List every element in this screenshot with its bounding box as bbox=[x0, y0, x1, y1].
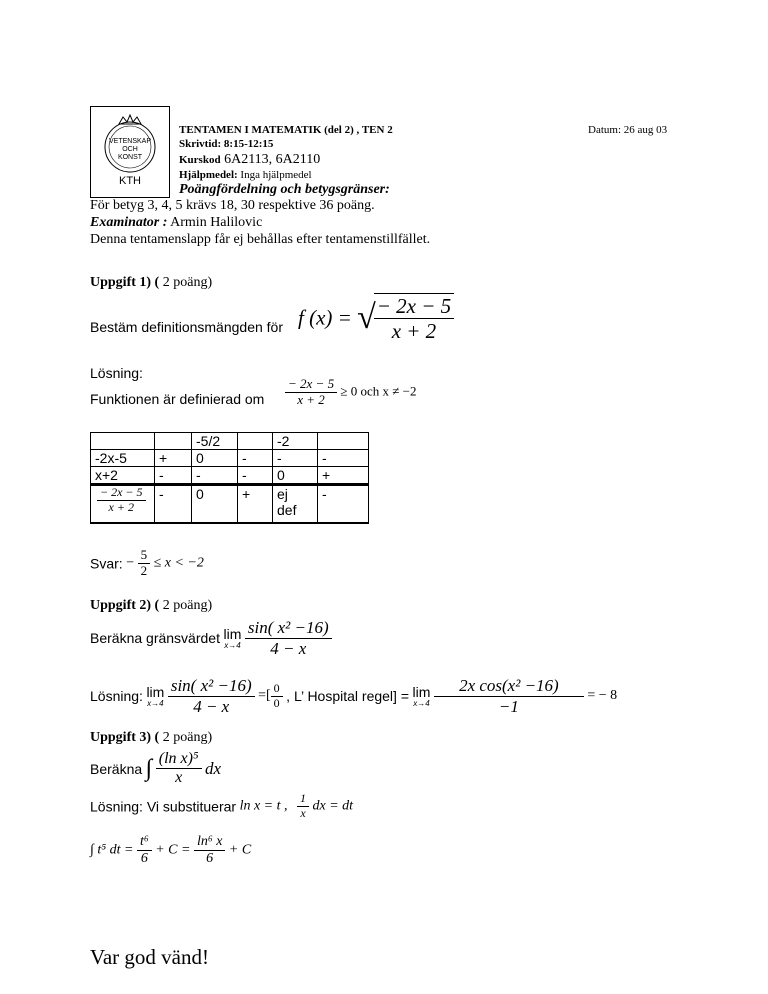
svar-frac bbox=[138, 548, 151, 579]
cell: -2x-5 bbox=[91, 450, 155, 467]
u2-den3: −1 bbox=[498, 696, 519, 716]
u2-num: sin( x² −16) bbox=[245, 618, 332, 639]
cell: - bbox=[155, 467, 192, 485]
logo-text-2: OCH bbox=[122, 146, 138, 153]
lim-text: lim bbox=[412, 684, 431, 701]
svar-minus: − bbox=[126, 555, 135, 571]
u3-losning: Lösning: Vi substituerar bbox=[90, 798, 237, 815]
integral-sign: ∫ bbox=[145, 755, 153, 782]
cell: 0 bbox=[273, 467, 318, 485]
u3-int2: ∫ t⁵ dt = bbox=[90, 842, 134, 858]
u1-cond-rest: ≥ 0 och x ≠ −2 bbox=[340, 383, 417, 399]
svar-num: 5 bbox=[138, 548, 151, 564]
u2-frac3 bbox=[434, 676, 584, 716]
u3-heading bbox=[90, 730, 212, 746]
exam-date: Datum: 26 aug 03 bbox=[588, 124, 668, 136]
sqrt-sign: √ bbox=[357, 299, 376, 337]
u2-question: Beräkna gränsvärdet bbox=[90, 630, 220, 647]
cell bbox=[273, 485, 318, 524]
cell bbox=[318, 433, 369, 450]
exam-title: TENTAMEN I MATEMATIK (del 2) , TEN 2 bbox=[179, 124, 393, 136]
ej: ej bbox=[277, 486, 288, 502]
cell: - bbox=[318, 450, 369, 467]
svar-den: 2 bbox=[140, 562, 148, 578]
cell bbox=[238, 433, 273, 450]
cell: - bbox=[318, 485, 369, 524]
kth-logo bbox=[90, 106, 170, 198]
u2-heading-label: Uppgift 2) ( bbox=[90, 598, 160, 613]
u3-num: (ln x)⁵ bbox=[156, 750, 202, 769]
zero-num: 0 bbox=[271, 682, 283, 697]
u1-heading bbox=[90, 275, 212, 291]
u1-condition bbox=[285, 377, 416, 408]
cell: -2 bbox=[273, 433, 318, 450]
u3-t-num: t⁶ bbox=[137, 834, 152, 851]
cell: x+2 bbox=[91, 467, 155, 485]
cell: - bbox=[155, 485, 192, 524]
u3-heading-label: Uppgift 3) ( bbox=[90, 730, 160, 745]
u2-frac2 bbox=[168, 676, 255, 716]
u1-question: Bestäm definitionsmängden för bbox=[90, 319, 283, 335]
cell: 0 bbox=[192, 485, 238, 524]
footer-turn-over: Var god vänd! bbox=[90, 945, 209, 969]
betyg-line: För betyg 3, 4, 5 krävs 18, 30 respektive 36 poäng. bbox=[90, 198, 375, 213]
logo-kth: KTH bbox=[119, 175, 141, 187]
hjalpmedel-line bbox=[179, 169, 312, 181]
lim-sub: x→4 bbox=[147, 699, 164, 709]
examinator-label: Examinator : bbox=[90, 215, 168, 230]
u1-defined-text: Funktionen är definierad om bbox=[90, 391, 265, 407]
u2-solution bbox=[90, 676, 617, 716]
u3-s-den: x bbox=[300, 805, 306, 820]
cell: - bbox=[238, 450, 273, 467]
u3-s-rest: dx = dt bbox=[312, 798, 354, 814]
u2-losning: Lösning: bbox=[90, 688, 143, 705]
svar-label: Svar: bbox=[90, 555, 123, 572]
u3-plus-c: + C = bbox=[155, 842, 191, 858]
examinator-value: Armin Halilovic bbox=[170, 215, 263, 230]
u1-function bbox=[298, 293, 454, 343]
u3-t-frac bbox=[137, 834, 152, 867]
u1-points: 2 poäng) bbox=[162, 275, 213, 290]
u3-dx: dx bbox=[205, 758, 222, 778]
u3-frac bbox=[156, 750, 202, 788]
u2-zero-frac bbox=[271, 682, 283, 711]
u2-heading bbox=[90, 598, 212, 614]
u3-plus-c2: + C bbox=[228, 842, 252, 858]
kurskod-value: 6A2113, 6A2110 bbox=[224, 152, 321, 167]
u2-points: 2 poäng) bbox=[162, 598, 213, 613]
cell bbox=[91, 485, 155, 524]
cell: - bbox=[192, 467, 238, 485]
cell bbox=[91, 433, 155, 450]
cell: -5/2 bbox=[192, 433, 238, 450]
lim-sub: x→4 bbox=[413, 699, 430, 709]
u1-cond-den: x + 2 bbox=[297, 391, 325, 407]
u1-den: x + 2 bbox=[391, 319, 437, 344]
cell: + bbox=[238, 485, 273, 524]
u3-l-frac bbox=[194, 834, 225, 867]
def: def bbox=[277, 502, 297, 518]
u2-hospital: , L’ Hospital regel] = bbox=[286, 688, 409, 705]
u2-frac bbox=[245, 618, 332, 658]
u2-lim bbox=[223, 626, 241, 650]
cell: 0 bbox=[192, 450, 238, 467]
row3-den: x + 2 bbox=[108, 499, 134, 514]
lim-sub: x→4 bbox=[224, 641, 241, 651]
u2-question-line bbox=[90, 618, 332, 658]
u3-subst: ln x = t , bbox=[239, 798, 288, 814]
u3-t-den: 6 bbox=[140, 851, 148, 867]
sign-table bbox=[90, 432, 369, 524]
poang-heading: Poängfördelning och betygsgränser: bbox=[179, 182, 390, 197]
u1-heading-label: Uppgift 1) ( bbox=[90, 275, 160, 290]
u3-result-line bbox=[90, 834, 251, 867]
row3-num: − 2x − 5 bbox=[97, 486, 146, 501]
logo-text-3: KONST bbox=[117, 154, 143, 161]
u1-fraction bbox=[374, 293, 454, 343]
svar-rest: ≤ x < −2 bbox=[153, 555, 204, 571]
u3-den: x bbox=[175, 769, 183, 787]
u1-svar bbox=[90, 548, 204, 579]
u3-question: Beräkna bbox=[90, 760, 143, 777]
u2-num2: sin( x² −16) bbox=[168, 676, 255, 697]
u1-cond-frac bbox=[285, 377, 337, 408]
u1-lhs: f (x) = bbox=[298, 305, 352, 330]
u3-l-num: ln⁶ x bbox=[194, 834, 225, 851]
cell: + bbox=[155, 450, 192, 467]
u3-question-line bbox=[90, 750, 221, 788]
cell: - bbox=[238, 467, 273, 485]
u1-cond-num: − 2x − 5 bbox=[285, 377, 337, 393]
cell: - bbox=[273, 450, 318, 467]
zero-den: 0 bbox=[273, 695, 280, 710]
u2-num3: 2x cos(x² −16) bbox=[434, 676, 584, 697]
slip-note: Denna tentamenslapp får ej behållas efter tentamenstillfället. bbox=[90, 232, 431, 247]
u3-l-den: 6 bbox=[206, 851, 214, 867]
u2-lim2 bbox=[146, 684, 164, 708]
u2-eq-open: =[ bbox=[258, 688, 271, 704]
skrivtid: Skrivtid: 8:15-12:15 bbox=[179, 138, 274, 150]
u2-den: 4 − x bbox=[270, 638, 307, 658]
u2-lim3 bbox=[413, 684, 431, 708]
u3-s-num: 1 bbox=[297, 792, 309, 807]
u2-result: = − 8 bbox=[587, 688, 618, 704]
u1-num: − 2x − 5 bbox=[374, 294, 454, 319]
logo-text-1: VETENSKAP bbox=[108, 138, 151, 145]
lim-text: lim bbox=[146, 684, 165, 701]
hjalpmedel-value: Inga hjälpmedel bbox=[240, 169, 312, 181]
cell: + bbox=[318, 467, 369, 485]
u2-den2: 4 − x bbox=[193, 696, 230, 716]
u3-subst-line bbox=[90, 792, 353, 821]
u3-s-frac bbox=[297, 792, 309, 821]
kurskod-label: Kurskod bbox=[179, 154, 221, 166]
u3-points: 2 poäng) bbox=[162, 730, 213, 745]
u1-losning: Lösning: bbox=[90, 365, 143, 381]
row3-frac bbox=[97, 486, 146, 515]
cell bbox=[155, 433, 192, 450]
hjalpmedel-label: Hjälpmedel: bbox=[179, 169, 238, 181]
examinator-line bbox=[90, 215, 262, 231]
kurskod-line bbox=[179, 152, 320, 168]
lim-text: lim bbox=[223, 626, 242, 643]
